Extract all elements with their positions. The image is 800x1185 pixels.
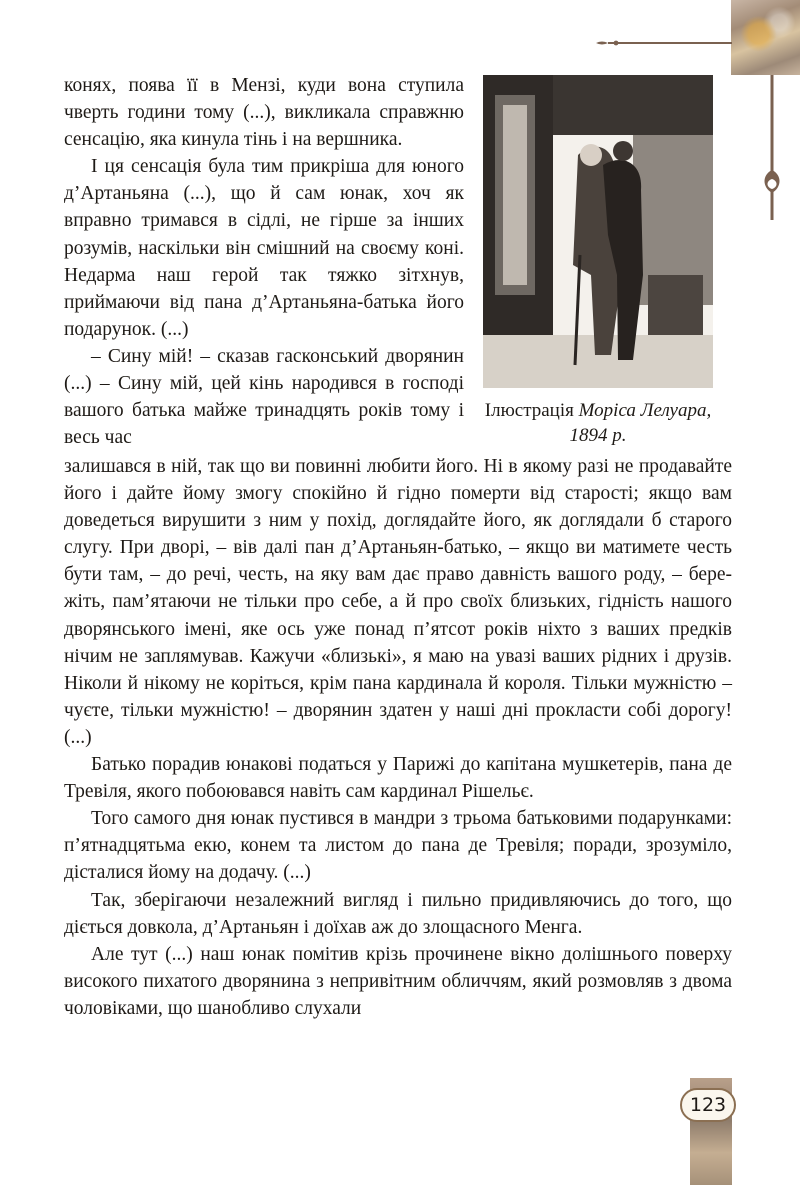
caption-prefix: Ілюстрація	[484, 400, 579, 421]
illustration-engraving	[483, 75, 713, 388]
illustration-caption	[478, 398, 718, 448]
main-text-column	[64, 453, 732, 1022]
narrow-text-column	[64, 72, 464, 451]
paragraph: Того самого дня юнак пустився в мандри з трьома батьковими подарунками: п’ятнадцятьма екю, конем та листом до пана де Тревіля; поради, зрозуміло, дісталися йому на додачу. (...)	[64, 808, 732, 884]
paragraph: залишався в ній, так що ви повинні любити його. Ні в якому разі не продавайте його і дайте йому змогу спокійно й гідно померти від старості; якщо вам доведеться вирушити з ним у похід, доглядайте його, як доглядали б старого слугу. При дворі, – вів далі пан д’Артаньян-батько, – якщо ви матимете честь бути там, – до речі, честь, на яку вам дає право давність вашого роду, – бережіть, пам’ятаючи не тільки про себе, а й про своїх близьких, гідність нашого дворянського імені, яке ось уже понад п’ятсот років ніхто з ваших предків нічим не заплямував. Кажучи «близькі», я маю на увазі ваших рідних і друзів. Ніколи й нікому не коріться, крім пана кардинала й короля. Тільки мужністю – чуєте, тільки мужністю! – дворянин здатен у наші дні прокласти собі дорогу! (...)	[64, 456, 732, 748]
paragraph: Але тут (...) наш юнак помітив крізь прочинене вікно долішнього поверху високого пихатого дворянина з непривітним обличчям, який розмовляв з двома чоловіками, що шанобливо слухали	[64, 943, 732, 1019]
paragraph: – Сину мій! – сказав гасконський дворянин (...) – Сину мій, цей кінь народився в господі вашого батька майже тринадцять років тому і весь час	[64, 345, 464, 449]
paragraph: Батько порадив юнакові податься у Парижі до капітана мушкетерів, пана де Тревіля, якого побоювався навіть сам кардинал Рішельє.	[64, 754, 732, 803]
ornament-divider	[596, 40, 732, 46]
paragraph: І ця сенсація була тим прикріша для юного д’Артаньяна (...), що й сам юнак, хоч як вправно тримався в сідлі, не гірше за інших розумів, наскільки він смішний на своєму коні. Недарма наш герой так тяжко зітхнув, приймаючи від пана д’Артаньяна-батька його подарунок. (...)	[64, 156, 464, 340]
page-number: 123	[680, 1088, 736, 1122]
caption-author: Моріса Лелуара, 1894 р.	[569, 400, 712, 446]
corner-decoration	[731, 0, 800, 75]
ornament-flourish	[758, 75, 786, 220]
paragraph: Так, зберігаючи незалежний вигляд і пильно придивляючись до того, що діється довкола, д’Артаньян і доїхав аж до злощасного Менга.	[64, 889, 732, 938]
paragraph: конях, поява її в Мензі, куди вона ступила чверть години тому (...), викликала справжню сенсацію, яка кинула тінь і на вершника.	[64, 75, 464, 151]
